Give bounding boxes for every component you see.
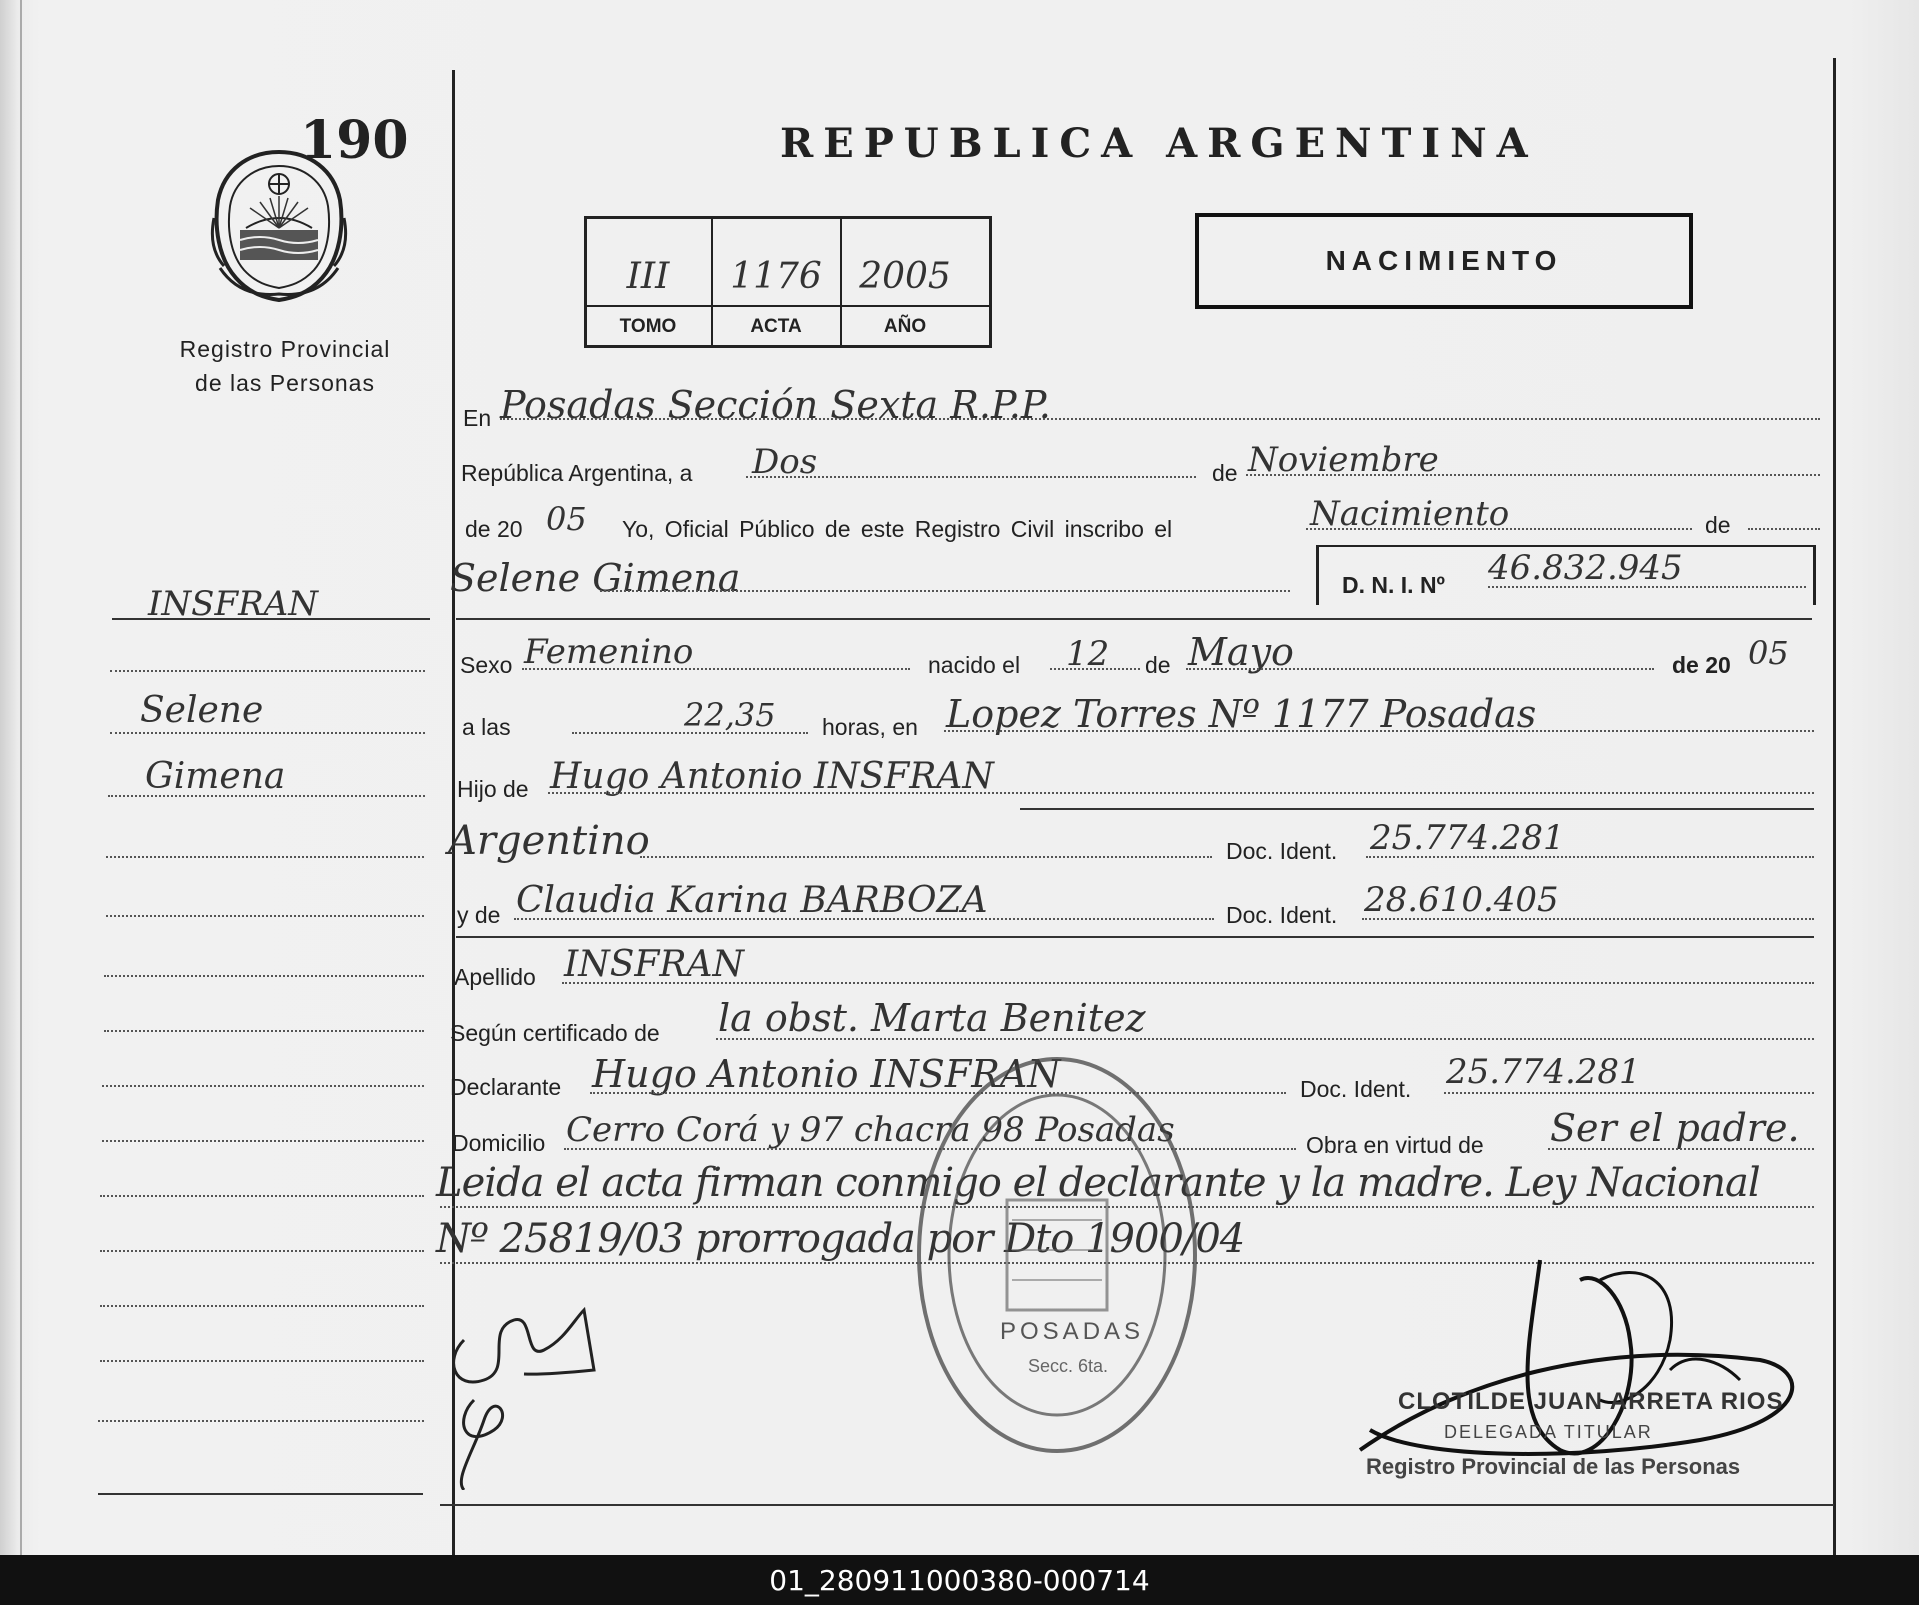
label-hijo-de: Hijo de bbox=[457, 776, 529, 802]
form-rule bbox=[716, 1038, 1814, 1040]
form-rule bbox=[1362, 918, 1814, 920]
form-rule bbox=[456, 936, 1814, 938]
margin-rule bbox=[102, 1085, 424, 1087]
label-y-de: y de bbox=[457, 902, 501, 928]
act-type: Nacimiento bbox=[1310, 494, 1510, 534]
label-declarant-doc: Doc. Ident. bbox=[1300, 1076, 1412, 1102]
label-segun: Según certificado de bbox=[450, 1020, 660, 1046]
note-line-1: Leida el acta firman conmigo el declarante y la madre. Ley Nacional bbox=[436, 1160, 1760, 1206]
note-line-2: Nº 25819/03 prorrogada por Dto 1900/04 bbox=[436, 1216, 1245, 1262]
form-rule bbox=[1366, 856, 1814, 858]
label-de-year: de 20 bbox=[465, 516, 523, 542]
birth-day: 12 bbox=[1066, 634, 1110, 674]
label-mother-doc: Doc. Ident. bbox=[1226, 902, 1338, 928]
margin-given-name-2: Gimena bbox=[145, 756, 286, 797]
form-rule bbox=[1548, 1148, 1814, 1150]
official-title: DELEGADA TITULAR bbox=[1444, 1422, 1653, 1442]
father-name: Hugo Antonio INSFRAN bbox=[550, 756, 994, 797]
form-rule bbox=[1186, 668, 1654, 670]
form-rule bbox=[1488, 586, 1806, 588]
birth-place: Lopez Torres Nº 1177 Posadas bbox=[946, 692, 1537, 736]
birth-year: 05 bbox=[1748, 634, 1789, 672]
form-rule bbox=[600, 590, 1290, 592]
margin-rule bbox=[112, 618, 430, 620]
child-surname: INSFRAN bbox=[564, 944, 744, 985]
right-border-rule bbox=[1833, 58, 1836, 1555]
certificate-by: la obst. Marta Benitez bbox=[718, 996, 1146, 1040]
registry-round-stamp-icon bbox=[912, 1050, 1202, 1460]
form-rule bbox=[1444, 1092, 1814, 1094]
declarant-name: Hugo Antonio INSFRAN bbox=[592, 1052, 1061, 1096]
reference-table-row-sep bbox=[584, 305, 990, 307]
registration-day: Dos bbox=[752, 442, 818, 482]
declarant-address: Cerro Corá y 97 chacra 98 Posadas bbox=[566, 1110, 1175, 1150]
margin-rule bbox=[104, 1030, 424, 1032]
birth-time: 22,35 bbox=[684, 696, 776, 734]
stamp-city: POSADAS bbox=[1000, 1318, 1145, 1345]
child-full-name: Selene Gimena bbox=[450, 556, 741, 600]
label-father-doc: Doc. Ident. bbox=[1226, 838, 1338, 864]
margin-given-name-1: Selene bbox=[140, 690, 264, 731]
mother-doc: 28.610.405 bbox=[1364, 880, 1559, 920]
child-sex: Femenino bbox=[524, 632, 694, 672]
label-sexo: Sexo bbox=[460, 652, 513, 678]
acta-label: ACTA bbox=[750, 316, 802, 337]
form-rule bbox=[1246, 474, 1820, 476]
label-de-name: de bbox=[1705, 512, 1731, 538]
declarant-capacity: Ser el padre. bbox=[1550, 1106, 1800, 1150]
tomo-value: III bbox=[626, 256, 670, 297]
margin-rule bbox=[110, 732, 425, 734]
label-yo: Yo, Oficial Público de este Registro Civil inscribo el bbox=[622, 516, 1173, 542]
father-nationality: Argentino bbox=[448, 818, 650, 864]
registration-place: Posadas Sección Sexta R.P.P. bbox=[500, 383, 1051, 427]
country-title: REPUBLICA ARGENTINA bbox=[780, 120, 1538, 167]
label-nacido-el: nacido el bbox=[928, 652, 1021, 678]
ano-label: AÑO bbox=[883, 316, 927, 337]
label-domicilio: Domicilio bbox=[452, 1130, 546, 1156]
label-de-mes: de bbox=[1145, 652, 1171, 678]
margin-rule bbox=[110, 670, 425, 672]
form-rule bbox=[746, 476, 1196, 478]
mother-name: Claudia Karina BARBOZA bbox=[516, 880, 988, 921]
father-doc: 25.774.281 bbox=[1370, 818, 1565, 858]
form-rule bbox=[1020, 808, 1814, 810]
margin-rule bbox=[106, 856, 424, 858]
form-rule bbox=[548, 792, 1814, 794]
label-republica: República Argentina, a bbox=[461, 460, 693, 486]
reference-table bbox=[584, 216, 990, 346]
margin-rule bbox=[100, 1360, 424, 1362]
birth-month: Mayo bbox=[1188, 630, 1294, 674]
label-de-20: de 20 bbox=[1672, 652, 1731, 678]
form-rule bbox=[522, 668, 910, 670]
form-rule bbox=[1306, 528, 1692, 530]
margin-rule bbox=[106, 915, 424, 917]
margin-rule bbox=[104, 975, 424, 977]
ano-value: 2005 bbox=[859, 256, 951, 297]
form-rule bbox=[440, 1504, 1834, 1506]
margin-rule bbox=[100, 1195, 424, 1197]
margin-rule bbox=[98, 1420, 424, 1422]
label-horas-en: horas, en bbox=[822, 714, 918, 740]
form-rule bbox=[456, 618, 1812, 620]
margin-rule bbox=[100, 1250, 424, 1252]
label-obra: Obra en virtud de bbox=[1306, 1132, 1484, 1158]
margin-rule bbox=[102, 1140, 424, 1142]
form-rule bbox=[500, 418, 1820, 420]
registry-name-line2: de las Personas bbox=[195, 370, 375, 396]
form-rule bbox=[514, 918, 1214, 920]
margin-rule bbox=[108, 795, 425, 797]
label-dni: D. N. I. Nº bbox=[1342, 572, 1445, 598]
record-type-box: NACIMIENTO bbox=[1195, 213, 1693, 309]
registration-month: Noviembre bbox=[1248, 440, 1439, 480]
margin-rule bbox=[100, 1305, 424, 1307]
provincia-de-misiones-seal-icon bbox=[210, 148, 348, 303]
form-rule bbox=[1748, 528, 1820, 530]
label-en: En bbox=[463, 405, 492, 431]
label-a-las: a las bbox=[462, 714, 511, 740]
tomo-label: TOMO bbox=[619, 316, 677, 337]
child-dni: 46.832.945 bbox=[1488, 548, 1683, 588]
form-rule bbox=[562, 982, 1814, 984]
form-rule bbox=[640, 856, 1212, 858]
form-rule bbox=[944, 730, 1814, 732]
declarant-signature-icon bbox=[424, 1290, 624, 1490]
page-number: 190 bbox=[300, 110, 409, 171]
registration-year: 05 bbox=[546, 500, 587, 538]
margin-surname: INSFRAN bbox=[148, 584, 318, 624]
form-rule bbox=[1050, 668, 1140, 670]
acta-value: 1176 bbox=[730, 256, 822, 297]
registry-name-line1: Registro Provincial bbox=[179, 336, 391, 362]
left-edge-rule bbox=[20, 0, 22, 1555]
label-de-month: de bbox=[1212, 460, 1238, 486]
margin-rule bbox=[98, 1493, 423, 1495]
official-name: CLOTILDE JUAN ARRETA RIOS bbox=[1398, 1388, 1784, 1415]
stamp-section: Secc. 6ta. bbox=[1028, 1356, 1109, 1376]
label-declarante: Declarante bbox=[450, 1074, 562, 1100]
label-apellido: Apellido bbox=[454, 964, 536, 990]
declarant-doc: 25.774.281 bbox=[1446, 1052, 1641, 1092]
official-office: Registro Provincial de las Personas bbox=[1366, 1454, 1741, 1479]
image-id-caption: 01_280911000380-000714 bbox=[0, 1555, 1919, 1605]
